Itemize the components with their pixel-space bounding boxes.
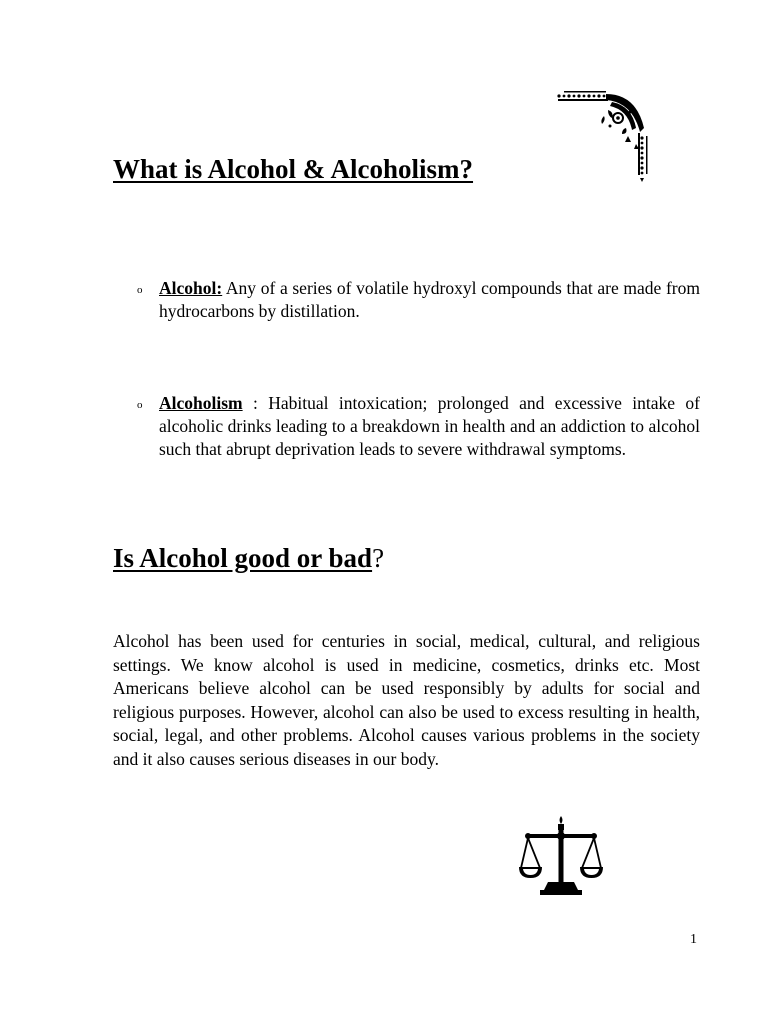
definition-term: Alcoholism — [159, 393, 243, 413]
definition-text: Any of a series of volatile hydroxyl compounds that are made from hydrocarbons by distillation. — [159, 278, 700, 321]
bullet-icon: o — [137, 399, 143, 411]
definition-term: Alcohol: — [159, 278, 223, 298]
definition-text: : Habitual intoxication; prolonged and excessive intake of alcoholic drinks leading to a breakdown in health and an addiction to alcohol such that abrupt deprivation leads to severe withdrawal symptoms. — [159, 393, 700, 459]
section-heading-text: Is Alcohol good or bad — [113, 543, 373, 573]
definition-item-alcoholism — [137, 392, 700, 461]
corner-ornament-icon — [556, 88, 650, 184]
page-number: 1 — [690, 932, 697, 947]
section-heading-suffix: ? — [372, 543, 385, 573]
bullet-icon: o — [137, 284, 143, 296]
section-heading — [113, 543, 384, 574]
main-heading: What is Alcohol & Alcoholism? — [113, 154, 474, 184]
body-paragraph: Alcohol has been used for centuries in social, medical, cultural, and religious settings. We know alcohol is used in medicine, cosmetics, drinks etc. Most Americans believe alcohol can be used responsibly by adults for social and religious purposes. However, alcohol can also be used to excess resulting in health, social, legal, and other problems. Alcohol causes various problems in the society and it also causes serious diseases in our body. — [113, 631, 700, 769]
definition-item-alcohol — [137, 277, 700, 323]
scales-of-justice-icon — [518, 816, 604, 896]
